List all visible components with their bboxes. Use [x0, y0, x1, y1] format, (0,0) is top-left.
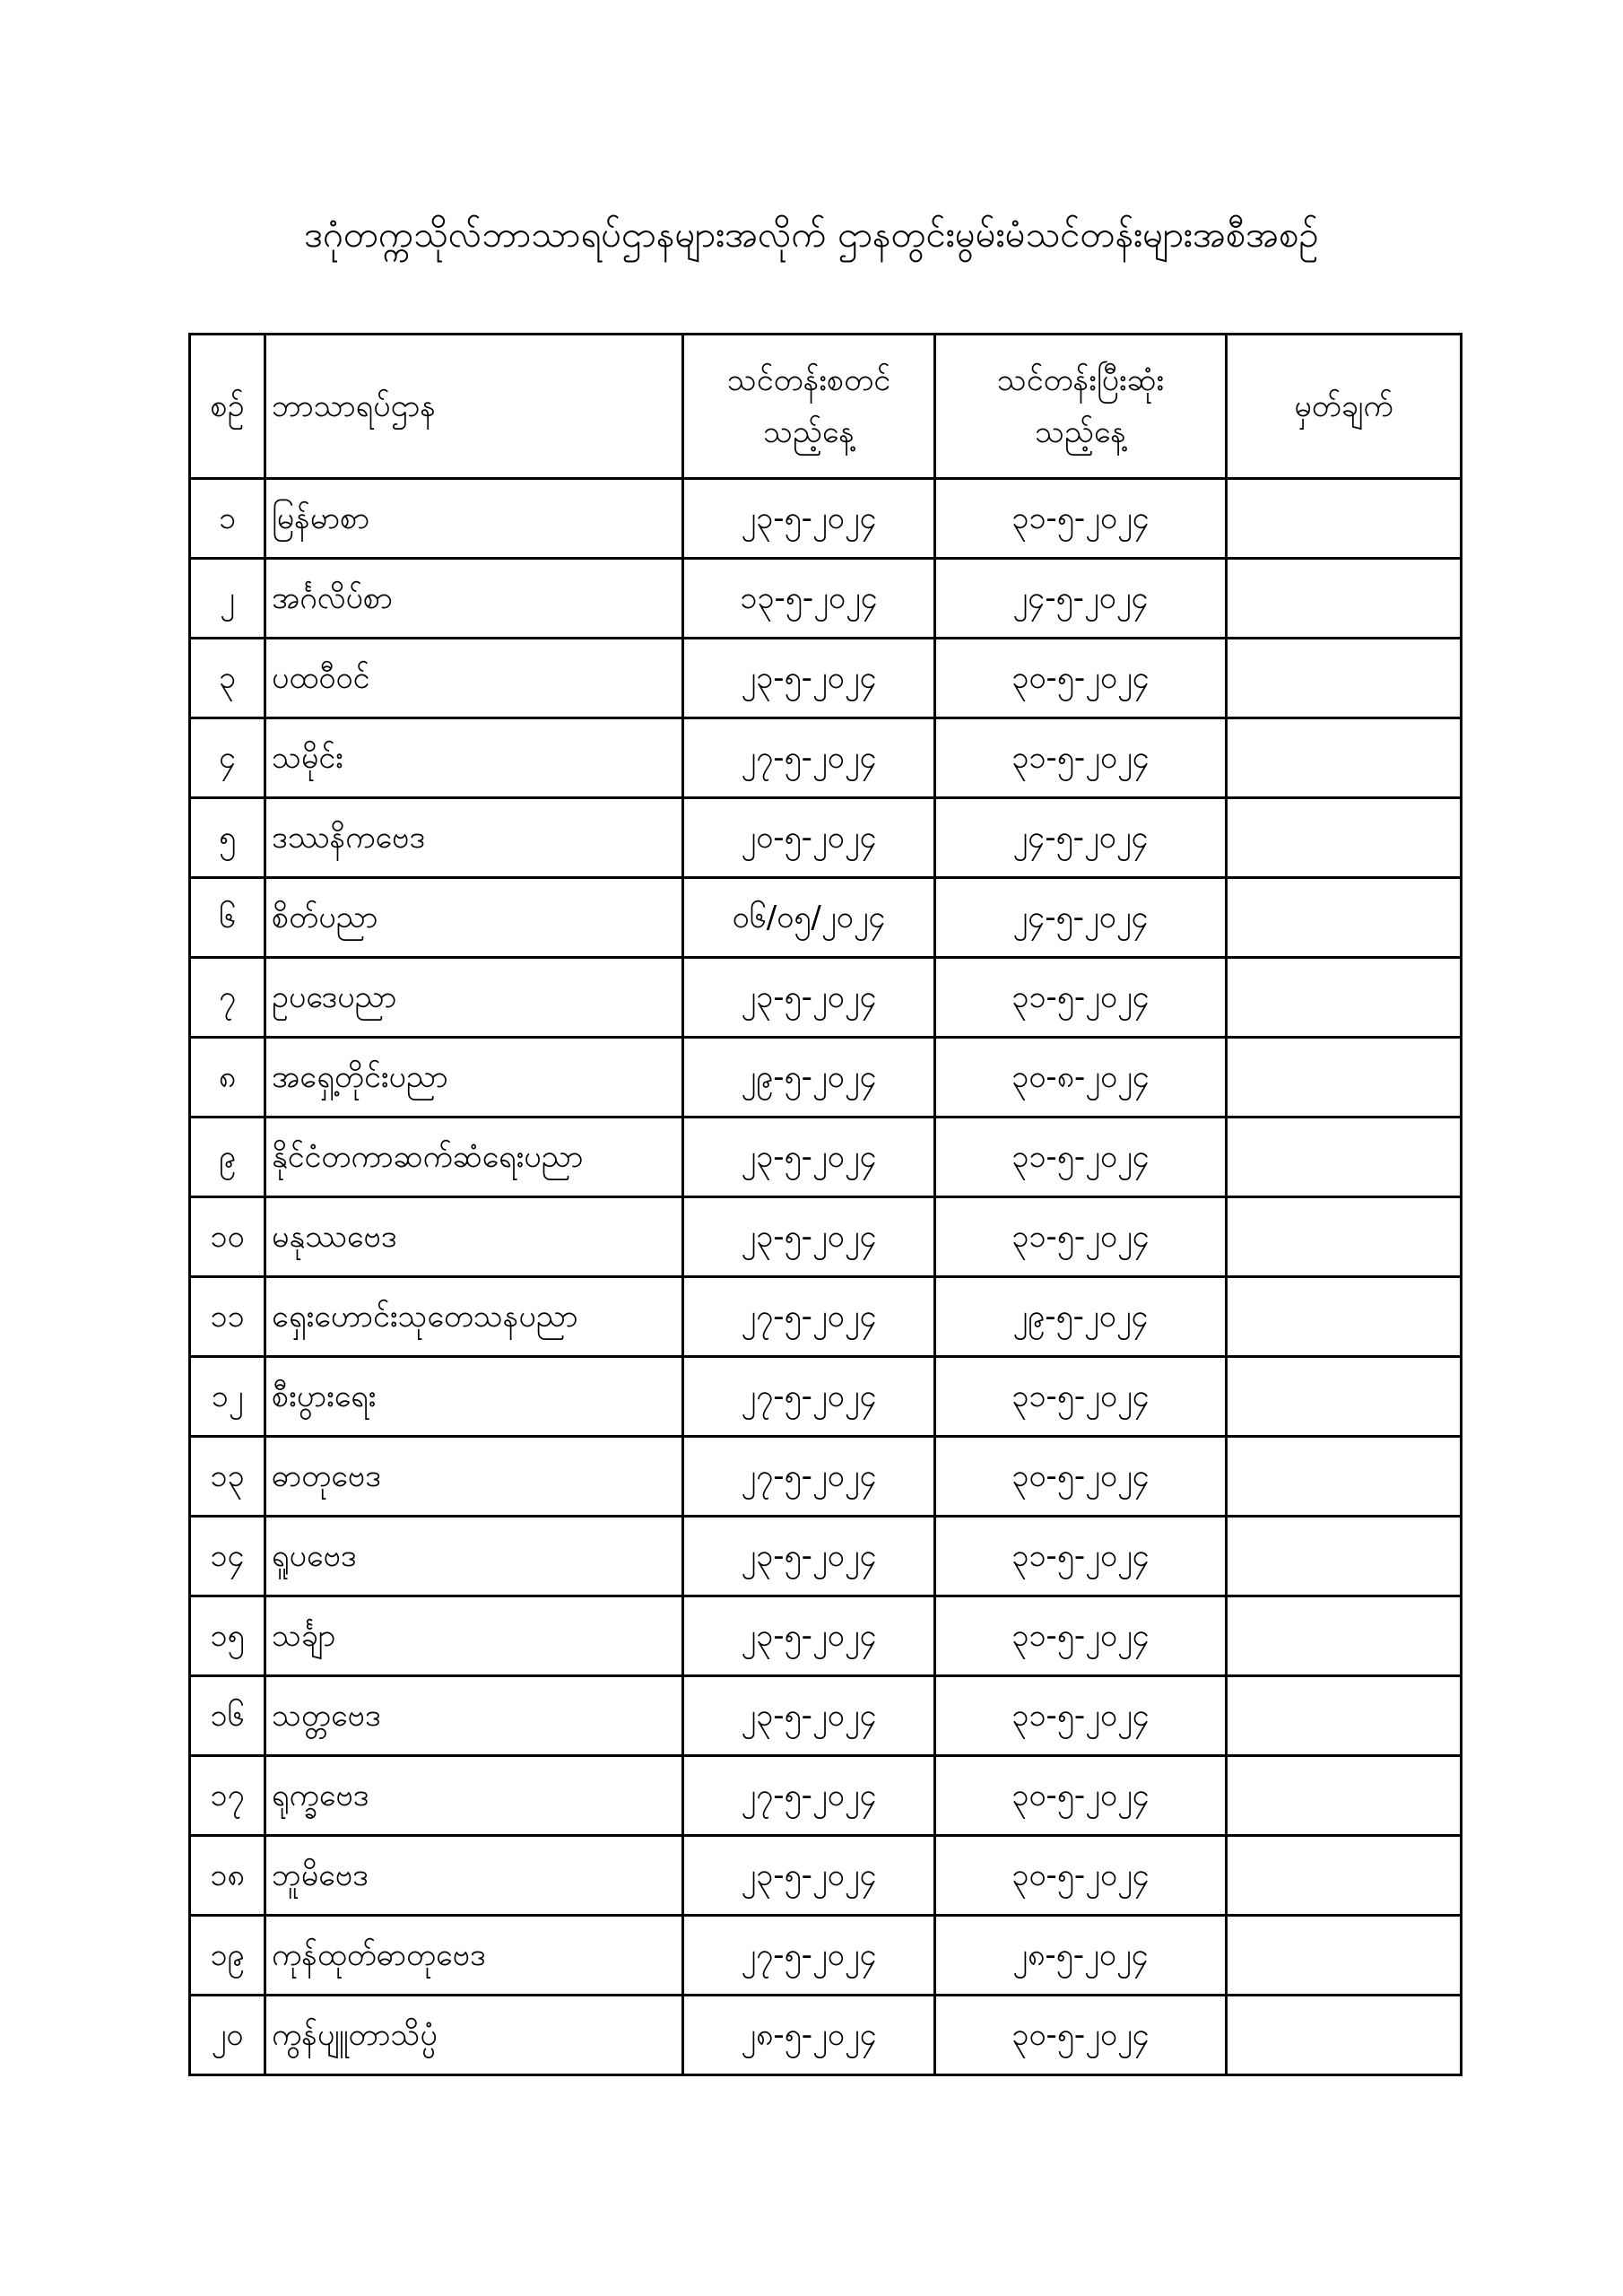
header-row — [190, 335, 1462, 479]
cell-no: ၈ — [190, 1038, 265, 1118]
header-start-line2: သည့်နေ့ — [763, 414, 855, 450]
cell-start-date: ၀၆/၀၅/၂၀၂၄ — [683, 878, 935, 958]
cell-end-date: ၃၁-၅-၂၀၂၄ — [935, 1197, 1227, 1277]
cell-no: ၁၇ — [190, 1756, 265, 1836]
table-row — [190, 718, 1462, 798]
cell-remark — [1227, 1038, 1462, 1118]
cell-start-date: ၂၃-၅-၂၀၂၄ — [683, 479, 935, 559]
cell-subject: ကွန်ပျူတာသိပ္ပံ — [265, 1996, 683, 2075]
cell-start-date: ၂၃-၅-၂၀၂၄ — [683, 1517, 935, 1596]
cell-no: ၁၈ — [190, 1836, 265, 1916]
cell-remark — [1227, 1676, 1462, 1756]
cell-remark — [1227, 1996, 1462, 2075]
header-no: စဉ် — [190, 335, 265, 479]
cell-start-date: ၂၇-၅-၂၀၂၄ — [683, 718, 935, 798]
header-remark: မှတ်ချက် — [1227, 335, 1462, 479]
cell-no: ၄ — [190, 718, 265, 798]
cell-no: ၁၀ — [190, 1197, 265, 1277]
cell-end-date: ၂၈-၅-၂၀၂၄ — [935, 1916, 1227, 1996]
cell-no: ၁၄ — [190, 1517, 265, 1596]
cell-subject: အရှေ့တိုင်းပညာ — [265, 1038, 683, 1118]
cell-remark — [1227, 1756, 1462, 1836]
cell-start-date: ၂၇-၅-၂၀၂၄ — [683, 1357, 935, 1437]
cell-remark — [1227, 1277, 1462, 1357]
cell-subject: ဘူမိဗေဒ — [265, 1836, 683, 1916]
cell-remark — [1227, 1357, 1462, 1437]
table-row — [190, 1916, 1462, 1996]
cell-no: ၁၆ — [190, 1676, 265, 1756]
cell-start-date: ၂၇-၅-၂၀၂၄ — [683, 1756, 935, 1836]
cell-no: ၁ — [190, 479, 265, 559]
cell-end-date: ၂၄-၅-၂၀၂၄ — [935, 798, 1227, 878]
table-body — [190, 479, 1462, 2075]
cell-end-date: ၂၄-၅-၂၀၂၄ — [935, 559, 1227, 639]
cell-end-date: ၃၁-၅-၂၀၂၄ — [935, 1357, 1227, 1437]
table-row — [190, 1676, 1462, 1756]
cell-end-date: ၃၀-၅-၂၀၂၄ — [935, 1437, 1227, 1517]
cell-end-date: ၃၀-၅-၂၀၂၄ — [935, 1756, 1227, 1836]
table-row — [190, 479, 1462, 559]
cell-remark — [1227, 479, 1462, 559]
table-row — [190, 559, 1462, 639]
cell-no: ၅ — [190, 798, 265, 878]
header-end-line1: သင်တန်းပြီးဆုံး — [996, 362, 1165, 398]
table-row — [190, 1437, 1462, 1517]
cell-start-date: ၂၇-၅-၂၀၂၄ — [683, 1916, 935, 1996]
table-row — [190, 1517, 1462, 1596]
table-row — [190, 1118, 1462, 1197]
header-end-line2: သည့်နေ့ — [1035, 414, 1126, 450]
cell-start-date: ၂၃-၅-၂၀၂၄ — [683, 639, 935, 718]
cell-no: ၁၅ — [190, 1596, 265, 1676]
cell-end-date: ၃၁-၅-၂၀၂၄ — [935, 1517, 1227, 1596]
table-row — [190, 878, 1462, 958]
cell-remark — [1227, 718, 1462, 798]
table-row — [190, 1038, 1462, 1118]
cell-start-date: ၂၃-၅-၂၀၂၄ — [683, 1197, 935, 1277]
cell-remark — [1227, 878, 1462, 958]
header-start-line1: သင်တန်းစတင် — [726, 362, 891, 398]
cell-no: ၁၁ — [190, 1277, 265, 1357]
cell-remark — [1227, 1916, 1462, 1996]
table-row — [190, 1596, 1462, 1676]
cell-no: ၂ — [190, 559, 265, 639]
cell-no: ၃ — [190, 639, 265, 718]
header-start-date — [683, 335, 935, 479]
cell-start-date: ၂၇-၅-၂၀၂၄ — [683, 1437, 935, 1517]
cell-remark — [1227, 798, 1462, 878]
cell-end-date: ၃၀-၅-၂၀၂၄ — [935, 639, 1227, 718]
cell-remark — [1227, 1197, 1462, 1277]
cell-no: ၂၀ — [190, 1996, 265, 2075]
table-row — [190, 1836, 1462, 1916]
cell-subject: သတ္တဗေဒ — [265, 1676, 683, 1756]
cell-no: ၁၂ — [190, 1357, 265, 1437]
cell-subject: ပထဝီဝင် — [265, 639, 683, 718]
table-row — [190, 1357, 1462, 1437]
cell-start-date: ၂၃-၅-၂၀၂၄ — [683, 1118, 935, 1197]
cell-start-date: ၂၀-၅-၂၀၂၄ — [683, 798, 935, 878]
cell-end-date: ၃၀-၅-၂၀၂၄ — [935, 1996, 1227, 2075]
cell-start-date: ၂၃-၅-၂၀၂၄ — [683, 958, 935, 1038]
cell-subject: ရူပဗေဒ — [265, 1517, 683, 1596]
cell-start-date: ၂၃-၅-၂၀၂၄ — [683, 1836, 935, 1916]
cell-remark — [1227, 1437, 1462, 1517]
cell-subject: ကုန်ထုတ်ဓာတုဗေဒ — [265, 1916, 683, 1996]
cell-end-date: ၃၁-၅-၂၀၂၄ — [935, 1118, 1227, 1197]
cell-no: ၆ — [190, 878, 265, 958]
cell-end-date: ၃၁-၅-၂၀၂၄ — [935, 958, 1227, 1038]
table-row — [190, 958, 1462, 1038]
cell-no: ၁၉ — [190, 1916, 265, 1996]
cell-remark — [1227, 958, 1462, 1038]
cell-end-date: ၃၁-၅-၂၀၂၄ — [935, 1676, 1227, 1756]
cell-end-date: ၃၀-၈-၂၀၂၄ — [935, 1038, 1227, 1118]
cell-no: ၇ — [190, 958, 265, 1038]
cell-subject: စိတ်ပညာ — [265, 878, 683, 958]
cell-subject: ဒဿနိကဗေဒ — [265, 798, 683, 878]
cell-remark — [1227, 639, 1462, 718]
cell-start-date: ၂၃-၅-၂၀၂၄ — [683, 1676, 935, 1756]
cell-subject: မနုဿဗေဒ — [265, 1197, 683, 1277]
cell-start-date: ၁၃-၅-၂၀၂၄ — [683, 559, 935, 639]
cell-start-date: ၂၇-၅-၂၀၂၄ — [683, 1277, 935, 1357]
cell-subject: ရှေးဟောင်းသုတေသနပညာ — [265, 1277, 683, 1357]
cell-subject: စီးပွားရေး — [265, 1357, 683, 1437]
cell-end-date: ၃၁-၅-၂၀၂၄ — [935, 479, 1227, 559]
schedule-table — [188, 333, 1462, 2076]
cell-start-date: ၂၉-၅-၂၀၂၄ — [683, 1038, 935, 1118]
cell-subject: နိုင်ငံတကာဆက်ဆံရေးပညာ — [265, 1118, 683, 1197]
cell-no: ၉ — [190, 1118, 265, 1197]
table-row — [190, 1756, 1462, 1836]
cell-subject: အင်္ဂလိပ်စာ — [265, 559, 683, 639]
cell-end-date: ၂၉-၅-၂၀၂၄ — [935, 1277, 1227, 1357]
cell-remark — [1227, 559, 1462, 639]
cell-subject: သင်္ချာ — [265, 1596, 683, 1676]
page-title: ဒဂုံတက္ကသိုလ်ဘာသာရပ်ဌာနများအလိုက် ဌာနတွင်းမွမ်းမံသင်တန်းများအစီအစဉ် — [304, 214, 1319, 256]
cell-subject: ဓာတုဗေဒ — [265, 1437, 683, 1517]
cell-subject: ရုက္ခဗေဒ — [265, 1756, 683, 1836]
cell-end-date: ၂၄-၅-၂၀၂၄ — [935, 878, 1227, 958]
table-row — [190, 798, 1462, 878]
table-row — [190, 1197, 1462, 1277]
header-subject: ဘာသာရပ်ဌာန — [265, 335, 683, 479]
cell-end-date: ၃၁-၅-၂၀၂၄ — [935, 1596, 1227, 1676]
table-row — [190, 639, 1462, 718]
cell-remark — [1227, 1118, 1462, 1197]
table-header — [190, 335, 1462, 479]
header-end-date — [935, 335, 1227, 479]
cell-start-date: ၂၈-၅-၂၀၂၄ — [683, 1996, 935, 2075]
cell-subject: သမိုင်း — [265, 718, 683, 798]
cell-end-date: ၃၀-၅-၂၀၂၄ — [935, 1836, 1227, 1916]
cell-remark — [1227, 1517, 1462, 1596]
cell-remark — [1227, 1596, 1462, 1676]
cell-subject: မြန်မာစာ — [265, 479, 683, 559]
cell-remark — [1227, 1836, 1462, 1916]
cell-no: ၁၃ — [190, 1437, 265, 1517]
cell-start-date: ၂၃-၅-၂၀၂၄ — [683, 1596, 935, 1676]
cell-subject: ဥပဒေပညာ — [265, 958, 683, 1038]
table-row — [190, 1996, 1462, 2075]
cell-end-date: ၃၁-၅-၂၀၂၄ — [935, 718, 1227, 798]
table-row — [190, 1277, 1462, 1357]
